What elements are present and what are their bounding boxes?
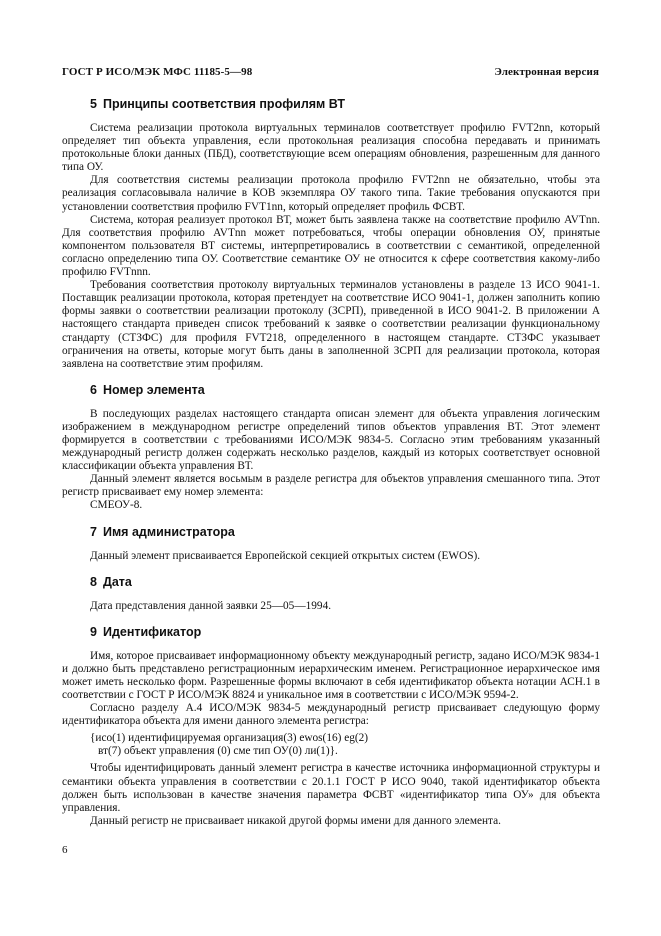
section-9-paragraph: Данный регистр не присваивает никакой другой формы имени для данного элемента. bbox=[90, 814, 501, 827]
header-edition-label: Электронная версия bbox=[494, 66, 599, 78]
section-8-heading: 8 Дата bbox=[90, 574, 132, 589]
page-number: 6 bbox=[62, 844, 68, 856]
object-identifier-line: вт(7) объект управления (0) сме тип ОУ(0) ли(1)}. bbox=[98, 745, 338, 758]
object-identifier-line: {исо(1) идентифицируемая организация(3) ewos(16) eg(2) bbox=[90, 732, 369, 745]
section-5-paragraph: Система реализации протокола виртуальных терминалов соответствует профилю FVT2nn, который определяет тип объекта управления, если протокольная реализация способна передавать и принимать протокольные блоки данных (ПБД), соответствующие всем операциям обновления, разрешенным для данного типа ОУ. bbox=[62, 122, 600, 174]
section-5-heading: 5 Принципы соответствия профилям ВТ bbox=[90, 97, 345, 111]
element-number-value: СМЕОУ-8. bbox=[90, 499, 143, 512]
section-9-paragraph: Чтобы идентифицировать данный элемент регистра в качестве источника информационной структуры и семантики объекта управления в соответствии с 20.1.1 ГОСТ Р ИСО 9040, такой идентификатор объекта должен быть использован в качестве значения параметра ФСВТ «идентификатор типа ОУ» для объекта управления. bbox=[62, 762, 600, 814]
section-7-paragraph: Данный элемент присваивается Европейской секцией открытых систем (EWOS). bbox=[90, 549, 481, 562]
section-6-paragraph: Данный элемент является восьмым в разделе регистра для объектов управления смешанного типа. Этот регистр присваивает ему номер элемента: bbox=[62, 473, 600, 499]
section-5-paragraph: Требования соответствия протоколу виртуальных терминалов установлены в разделе 13 ИСО 9041-1. Поставщик реализации протокола, которая претендует на соответствие ИСО 9041-1, должен заполнить копию формы заявки о соответствии реализации протоколу (ЗСРП), приведенной в ИСО 9041-2. В приложении А настоящего стандарта приведен список требований к заявке о соответствии реализации функциональному стандарту (СТЗФС) для профиля FVT218, определенного в настоящем стандарте. СТЗФС указывает ограничения на ответы, которые могут быть даны в заполненной ЗСРП для реализации протокола, которая заявлена на соответствие этим профилям. bbox=[62, 279, 600, 370]
section-8-paragraph: Дата представления данной заявки 25—05—1994. bbox=[90, 599, 332, 612]
header-standard-id: ГОСТ Р ИСО/МЭК МФС 11185-5—98 bbox=[62, 66, 253, 78]
section-9-paragraph: Согласно разделу А.4 ИСО/МЭК 9834-5 международный регистр присваивает следующую форму идентификатора объекта для имени данного элемента регистра: bbox=[62, 702, 600, 728]
running-header bbox=[62, 66, 599, 82]
section-5-paragraph: Система, которая реализует протокол ВТ, может быть заявлена также на соответствие профилю AVTnn. Для соответствия профилю AVTnn может потребоваться, чтобы операции обновления ОУ, принятые компонентом пользователя ВТ системы, интерпретировались в соответствии с семантикой, определенной согласно определению типа ОУ. Соответствие семантике ОУ не относится к сфере соответствия какому-либо профилю FVTnnn. bbox=[62, 213, 600, 279]
section-7-heading: 7 Имя администратора bbox=[90, 524, 235, 539]
section-6-paragraph: В последующих разделах настоящего стандарта описан элемент для объекта управления логическим изображением в международном регистре определений типов объектов управления ВТ. Этот элемент формируется в соответствии с требованиями ИСО/МЭК 9834-5. Согласно этим требованиям указанный международный регистр должен содержать несколько разделов, каждый из которых соответствует основной классификации объекта управления ВТ. bbox=[62, 407, 600, 473]
document-body bbox=[62, 96, 600, 828]
section-6-heading: 6 Номер элемента bbox=[90, 382, 205, 397]
section-9-heading: 9 Идентификатор bbox=[90, 624, 202, 639]
section-5-paragraph: Для соответствия системы реализации протокола профилю FVT2nn не обязательно, чтобы эта реализация согласовывала наличие в КОВ экземпляра ОУ такого типа. Такие требования опускаются при установлении соответствия профилю FVT1nn, который определяет профиль ФСВТ. bbox=[62, 174, 600, 213]
section-9-paragraph: Имя, которое присваивает информационному объекту международный регистр, задано ИСО/МЭК 9834-1 и должно быть представлено регистрационным иерархическим именем. Регистрационное иерархическое имя может иметь несколько форм. Разрешенные формы включают в себя идентификатор объекта нотации АСН.1 в соответствии с ГОСТ Р ИСО/МЭК 8824 и уникальное имя в соответствии с ИСО/МЭК 9594-2. bbox=[62, 649, 600, 701]
